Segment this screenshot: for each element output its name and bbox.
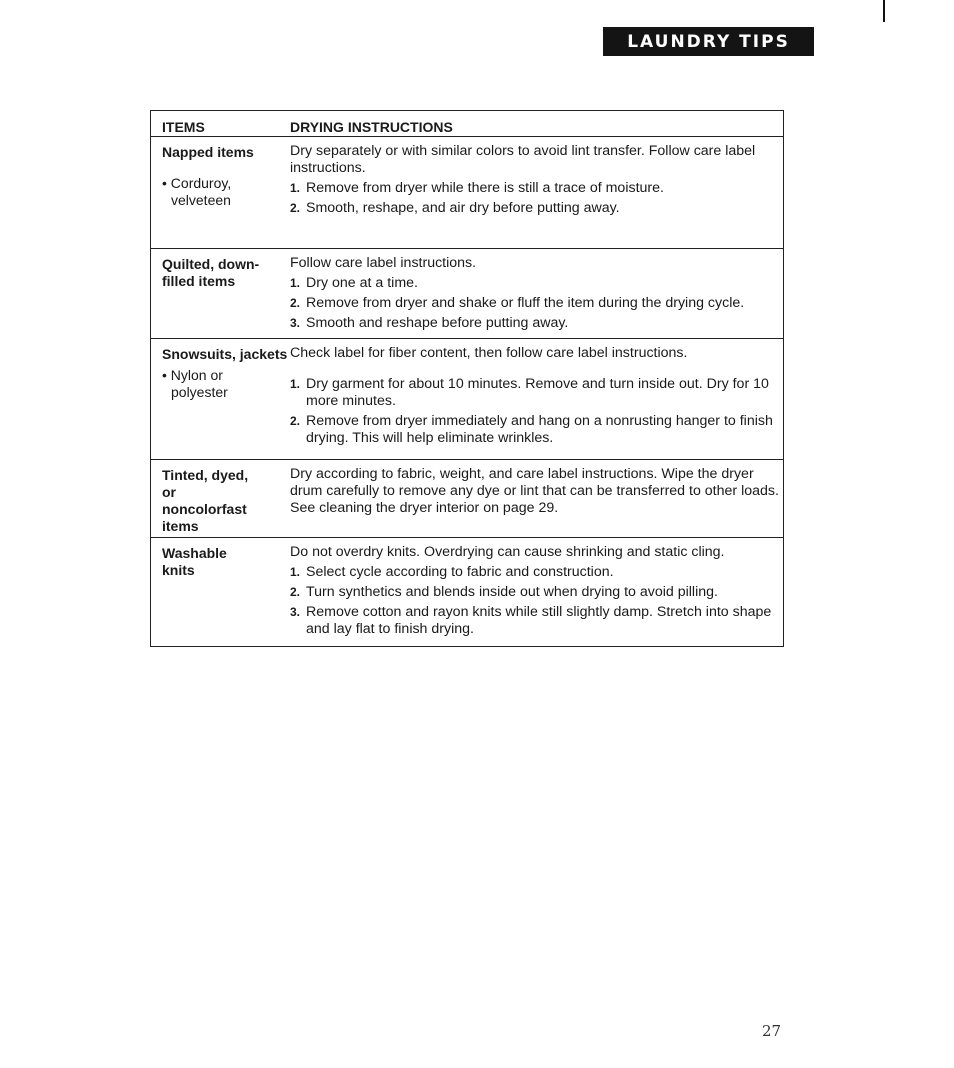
item-cell bbox=[151, 249, 290, 338]
step-text: Turn synthetics and blends inside out when drying to avoid pilling. bbox=[306, 584, 718, 600]
step-number: 1. bbox=[290, 565, 301, 579]
instruction-step bbox=[290, 315, 779, 332]
subitem-line: polyester bbox=[171, 384, 228, 400]
item-name: Tinted, dyed, or noncolorfast items bbox=[162, 467, 249, 534]
step-text: Remove from dryer immediately and hang on a nonrusting hanger to finish drying. This will help eliminate wrinkles. bbox=[306, 413, 773, 446]
subitem-line: Corduroy, bbox=[170, 175, 232, 191]
item-cell bbox=[151, 538, 290, 646]
step-number: 1. bbox=[290, 377, 301, 391]
instruction-step bbox=[290, 376, 779, 410]
step-text: Remove from dryer while there is still a trace of moisture. bbox=[306, 180, 664, 196]
step-text: Select cycle according to fabric and construction. bbox=[306, 564, 614, 580]
step-number: 2. bbox=[290, 414, 301, 428]
instruction-step bbox=[290, 200, 779, 217]
step-text: Dry garment for about 10 minutes. Remove and turn inside out. Dry for 10 more minutes. bbox=[306, 376, 769, 409]
instruction-lead: Do not overdry knits. Overdrying can cause shrinking and static cling. bbox=[290, 544, 725, 560]
instruction-cell bbox=[290, 460, 783, 537]
subitem: • Corduroy, velveteen bbox=[162, 175, 290, 209]
instruction-lead: Dry according to fabric, weight, and care label instructions. Wipe the dryer drum carefully to remove any dye or lint that can be transferred to other loads. See cleaning the dryer interior on page 29. bbox=[290, 466, 779, 516]
instruction-lead: Check label for fiber content, then follow care label instructions. bbox=[290, 345, 688, 361]
step-number: 3. bbox=[290, 316, 301, 330]
instruction-step bbox=[290, 413, 779, 447]
table-row bbox=[151, 339, 783, 460]
step-number: 2. bbox=[290, 201, 301, 215]
step-text: Smooth and reshape before putting away. bbox=[306, 315, 569, 331]
instruction-lead: Dry separately or with similar colors to avoid lint transfer. Follow care label instructions. bbox=[290, 143, 756, 176]
instruction-step bbox=[290, 564, 779, 581]
table-row bbox=[151, 249, 783, 339]
step-text: Smooth, reshape, and air dry before putting away. bbox=[306, 200, 620, 216]
subitem: • Nylon or polyester bbox=[162, 367, 290, 401]
instruction-cell bbox=[290, 538, 783, 646]
drying-instructions-table bbox=[150, 110, 784, 647]
instruction-cell bbox=[290, 339, 783, 459]
item-cell bbox=[151, 339, 290, 459]
instruction-step bbox=[290, 180, 779, 197]
instruction-lead: Follow care label instructions. bbox=[290, 255, 477, 271]
section-title-banner bbox=[603, 27, 814, 56]
step-text: Remove cotton and rayon knits while still slightly damp. Stretch into shape and lay flat to finish drying. bbox=[306, 604, 772, 637]
instruction-cell bbox=[290, 249, 783, 338]
page-number: 27 bbox=[762, 1022, 782, 1040]
step-number: 1. bbox=[290, 181, 301, 195]
instruction-cell bbox=[290, 137, 783, 248]
table-row bbox=[151, 460, 783, 538]
step-number: 2. bbox=[290, 296, 301, 310]
instruction-step bbox=[290, 584, 779, 601]
item-name: Napped items bbox=[162, 144, 254, 160]
step-text: Dry one at a time. bbox=[306, 275, 418, 291]
section-title: LAUNDRY TIPS bbox=[627, 31, 790, 52]
page-edge-mark bbox=[883, 0, 885, 22]
step-text: Remove from dryer and shake or fluff the item during the drying cycle. bbox=[306, 295, 745, 311]
instruction-step bbox=[290, 275, 779, 292]
item-cell bbox=[151, 137, 290, 248]
item-name: Quilted, down-filled items bbox=[162, 256, 260, 289]
item-name: Snowsuits, jackets bbox=[162, 346, 288, 362]
step-number: 1. bbox=[290, 276, 301, 290]
subitem-line: Nylon or bbox=[170, 367, 223, 383]
instruction-step bbox=[290, 604, 779, 638]
table-row bbox=[151, 538, 783, 646]
step-number: 2. bbox=[290, 585, 301, 599]
item-name: Washable knits bbox=[162, 545, 227, 578]
item-cell bbox=[151, 460, 290, 537]
instruction-step bbox=[290, 295, 779, 312]
step-number: 3. bbox=[290, 605, 301, 619]
column-header-instructions: DRYING INSTRUCTIONS bbox=[290, 119, 453, 135]
column-header-items: ITEMS bbox=[162, 119, 205, 135]
subitem-line: velveteen bbox=[171, 192, 231, 208]
table-header-row bbox=[151, 111, 783, 137]
table-row bbox=[151, 137, 783, 249]
